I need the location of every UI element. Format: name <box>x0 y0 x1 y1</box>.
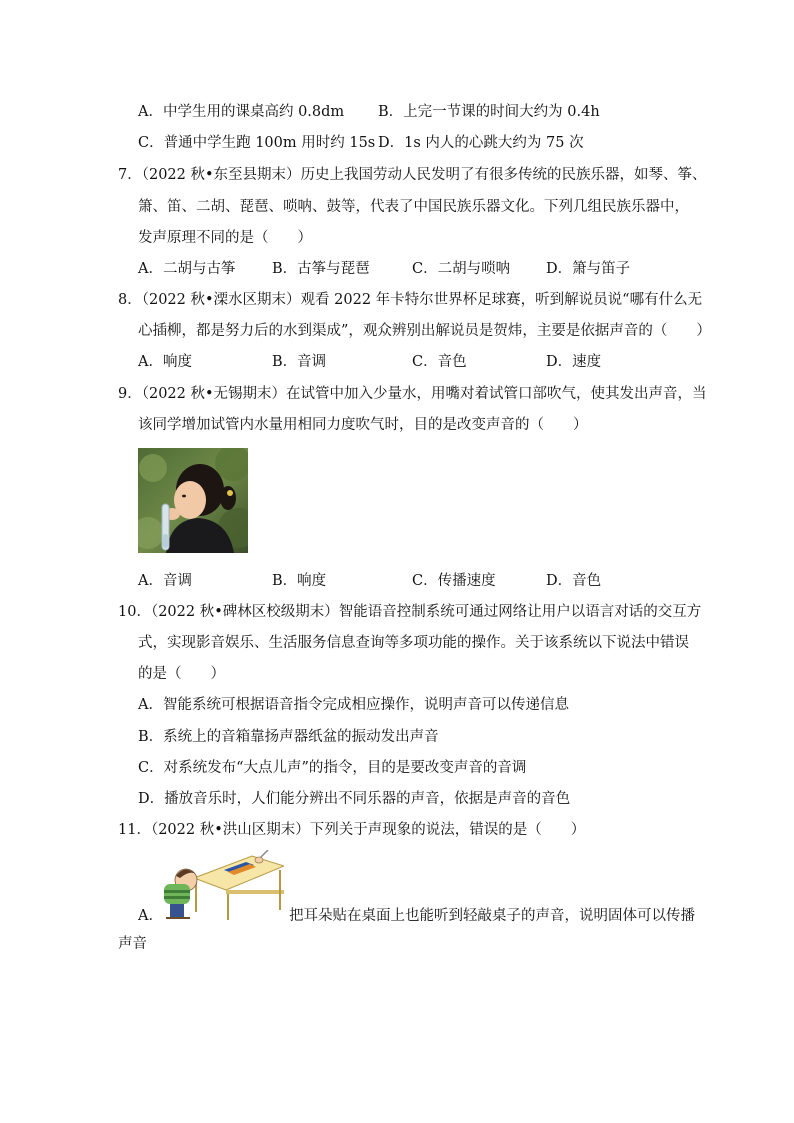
q9-stem-line2: 该同学增加试管内水量用相同力度吹气时，目的是改变声音的（ ） <box>138 417 588 433</box>
q7-option-c: C．二胡与唢呐 <box>412 261 511 277</box>
q11-option-a-label: A． <box>138 908 163 924</box>
q8-option-a: A．响度 <box>138 354 192 370</box>
q10-option-c: C．对系统发布“大点儿声”的指令，目的是要改变声音的音调 <box>138 760 527 776</box>
girl-blowing-test-tube-photo <box>138 448 248 553</box>
q8-option-c: C．音色 <box>412 354 467 370</box>
q10-option-d: D．播放音乐时，人们能分辨出不同乐器的声音，依据是声音的音色 <box>138 791 571 807</box>
q7-stem-line1: 7．（2022 秋•东至县期末）历史上我国劳动人民发明了有很多传统的民族乐器，如琴、筝、 <box>118 167 707 183</box>
q8-option-d: D．速度 <box>546 354 602 370</box>
q11-option-a-text: 把耳朵贴在桌面上也能听到轻敲桌子的声音，说明固体可以传播 <box>289 908 695 924</box>
q10-stem-line3: 的是（ ） <box>138 666 225 682</box>
q7-option-b: B．古筝与琵琶 <box>272 261 370 277</box>
q8-option-b: B．音调 <box>272 354 327 370</box>
q11-stem-line1: 11．（2022 秋•洪山区期末）下列关于声现象的说法，错误的是（ ） <box>118 822 586 838</box>
q7-stem-line2: 箫、笛、二胡、琵琶、唢呐、鼓等，代表了中国民族乐器文化。下列几组民族乐器中， <box>138 199 689 215</box>
q6-option-d: D．1s 内人的心跳大约为 75 次 <box>378 135 584 151</box>
q10-option-b: B．系统上的音箱靠扬声器纸盆的振动发出声音 <box>138 729 439 745</box>
q10-stem-line2: 式，实现影音娱乐、生活服务信息查询等多项功能的操作。关于该系统以下说法中错误 <box>138 635 689 651</box>
q6-option-c: C．普通中学生跑 100m 用时约 15s <box>138 135 376 151</box>
q11-option-a-text-cont: 声音 <box>118 936 147 952</box>
q9-stem-line1: 9．（2022 秋•无锡期末）在试管中加入少量水，用嘴对着试管口部吹气，使其发出声音，当 <box>118 386 707 402</box>
q7-option-d: D．箫与笛子 <box>546 261 631 277</box>
q6-option-b: B．上完一节课的时间大约为 0.4h <box>378 104 600 120</box>
q8-stem-line1: 8．（2022 秋•溧水区期末）观看 2022 年卡特尔世界杯足球赛，听到解说员说“哪有什么无 <box>118 292 703 308</box>
q7-stem-line3: 发声原理不同的是（ ） <box>138 230 312 246</box>
q10-stem-line1: 10．（2022 秋•碑林区校级期末）智能语音控制系统可通过网络让用户以语言对话的交互方 <box>118 604 702 620</box>
q6-option-a: A．中学生用的课桌高约 0.8dm <box>138 104 345 120</box>
q8-stem-line2: 心插柳，都是努力后的水到渠成”，观众辨别出解说员是贺炜，主要是依据声音的（ ） <box>138 323 711 339</box>
q9-option-c: C．传播速度 <box>412 573 496 589</box>
q10-option-a: A．智能系统可根据语音指令完成相应操作，说明声音可以传递信息 <box>138 697 569 713</box>
child-ear-on-desk-illustration <box>156 850 284 922</box>
q7-option-a: A．二胡与古筝 <box>138 261 236 277</box>
q9-option-b: B．响度 <box>272 573 327 589</box>
q9-option-a: A．音调 <box>138 573 192 589</box>
q9-option-d: D．音色 <box>546 573 602 589</box>
